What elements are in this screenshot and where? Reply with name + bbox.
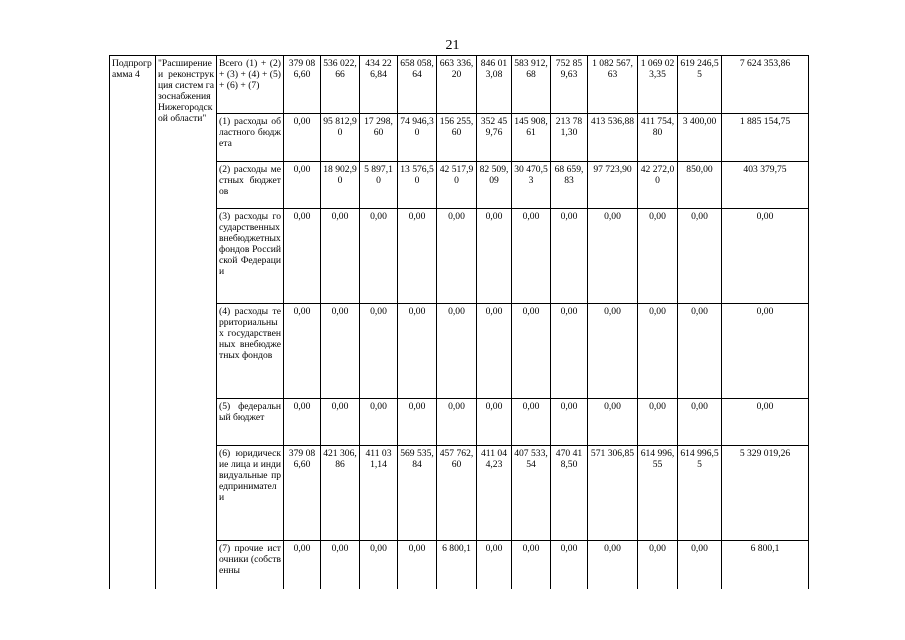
year-value-cell: 0,00 [321, 399, 360, 446]
year-value-cell: 5 897,10 [360, 162, 398, 209]
year-value-cell: 0,00 [477, 209, 512, 304]
year-value-cell: 68 659,83 [551, 162, 588, 209]
year-value-cell: 0,00 [678, 399, 722, 446]
year-value-cell: 42 517,90 [437, 162, 477, 209]
funding-source-label: (5) федеральный бюджет [217, 399, 284, 446]
year-value-cell: 95 812,90 [321, 114, 360, 162]
year-value-cell: 413 536,88 [588, 114, 638, 162]
year-value-cell: 0,00 [477, 541, 512, 589]
year-value-cell: 0,00 [551, 541, 588, 589]
year-value-cell: 434 226,84 [360, 56, 398, 114]
year-value-cell: 411 031,14 [360, 446, 398, 541]
year-value-cell: 0,00 [512, 209, 551, 304]
year-value-cell: 30 470,53 [512, 162, 551, 209]
year-value-cell: 379 086,60 [284, 446, 321, 541]
subprogram-cell: Подпрограмма 4 [110, 56, 156, 589]
year-value-cell: 0,00 [321, 541, 360, 589]
year-value-cell: 0,00 [638, 541, 678, 589]
year-value-cell: 0,00 [477, 399, 512, 446]
year-value-cell: 571 306,85 [588, 446, 638, 541]
year-value-cell: 846 013,08 [477, 56, 512, 114]
year-value-cell: 0,00 [551, 399, 588, 446]
year-value-cell: 0,00 [588, 541, 638, 589]
year-value-cell: 407 533,54 [512, 446, 551, 541]
funding-source-label: (4) расходы территориальных государственных внебюджетных фондов [217, 304, 284, 399]
year-value-cell: 421 306,86 [321, 446, 360, 541]
page-number: 21 [445, 38, 460, 53]
funding-source-label: (3) расходы государственных внебюджетных фондов Российской Федерации [217, 209, 284, 304]
year-value-cell: 0,00 [398, 304, 437, 399]
year-value-cell: 145 908,61 [512, 114, 551, 162]
year-value-cell: 0,00 [588, 399, 638, 446]
year-value-cell: 3 400,00 [678, 114, 722, 162]
year-value-cell: 457 762,60 [437, 446, 477, 541]
funding-source-label: (2) расходы местных бюджетов [217, 162, 284, 209]
table-row [110, 56, 809, 114]
year-value-cell: 0,00 [678, 209, 722, 304]
year-value-cell: 0,00 [512, 304, 551, 399]
year-value-cell: 352 459,76 [477, 114, 512, 162]
year-value-cell: 97 723,90 [588, 162, 638, 209]
year-value-cell: 0,00 [360, 399, 398, 446]
year-value-cell: 0,00 [284, 162, 321, 209]
year-value-cell: 663 336,20 [437, 56, 477, 114]
year-value-cell: 0,00 [284, 304, 321, 399]
year-value-cell: 379 086,60 [284, 56, 321, 114]
total-value-cell: 0,00 [722, 209, 809, 304]
year-value-cell: 0,00 [321, 209, 360, 304]
year-value-cell: 411 044,23 [477, 446, 512, 541]
year-value-cell: 658 058,64 [398, 56, 437, 114]
year-value-cell: 0,00 [512, 399, 551, 446]
year-value-cell: 0,00 [477, 304, 512, 399]
year-value-cell: 0,00 [678, 304, 722, 399]
year-value-cell: 213 781,30 [551, 114, 588, 162]
year-value-cell: 13 576,50 [398, 162, 437, 209]
year-value-cell: 1 069 023,35 [638, 56, 678, 114]
year-value-cell: 0,00 [360, 304, 398, 399]
year-value-cell: 614 996,55 [638, 446, 678, 541]
year-value-cell: 42 272,00 [638, 162, 678, 209]
program-name-cell: "Расширение и реконструкция систем газоснабжения Нижегородской области" [156, 56, 217, 589]
year-value-cell: 0,00 [437, 399, 477, 446]
year-value-cell: 0,00 [398, 209, 437, 304]
year-value-cell: 82 509,09 [477, 162, 512, 209]
budget-table [109, 55, 809, 589]
year-value-cell: 470 418,50 [551, 446, 588, 541]
year-value-cell: 0,00 [551, 304, 588, 399]
year-value-cell: 0,00 [678, 541, 722, 589]
year-value-cell: 17 298,60 [360, 114, 398, 162]
year-value-cell: 0,00 [588, 304, 638, 399]
total-value-cell: 0,00 [722, 304, 809, 399]
total-value-cell: 5 329 019,26 [722, 446, 809, 541]
total-value-cell: 0,00 [722, 399, 809, 446]
total-value-cell: 7 624 353,86 [722, 56, 809, 114]
funding-source-label: (1) расходы областного бюджета [217, 114, 284, 162]
year-value-cell: 74 946,30 [398, 114, 437, 162]
year-value-cell: 0,00 [284, 399, 321, 446]
year-value-cell: 18 902,90 [321, 162, 360, 209]
year-value-cell: 0,00 [284, 541, 321, 589]
year-value-cell: 614 996,55 [678, 446, 722, 541]
year-value-cell: 6 800,1 [437, 541, 477, 589]
year-value-cell: 0,00 [437, 304, 477, 399]
year-value-cell: 0,00 [638, 399, 678, 446]
year-value-cell: 0,00 [360, 541, 398, 589]
year-value-cell: 752 859,63 [551, 56, 588, 114]
year-value-cell: 1 082 567,63 [588, 56, 638, 114]
year-value-cell: 536 022,66 [321, 56, 360, 114]
year-value-cell: 0,00 [588, 209, 638, 304]
budget-table-body [110, 56, 809, 589]
year-value-cell: 0,00 [551, 209, 588, 304]
year-value-cell: 0,00 [284, 114, 321, 162]
funding-source-label: Всего (1) + (2) + (3) + (4) + (5) + (6) + (7) [217, 56, 284, 114]
year-value-cell: 0,00 [321, 304, 360, 399]
total-value-cell: 6 800,1 [722, 541, 809, 589]
total-value-cell: 403 379,75 [722, 162, 809, 209]
year-value-cell: 0,00 [360, 209, 398, 304]
year-value-cell: 0,00 [437, 209, 477, 304]
year-value-cell: 850,00 [678, 162, 722, 209]
year-value-cell: 0,00 [512, 541, 551, 589]
total-value-cell: 1 885 154,75 [722, 114, 809, 162]
year-value-cell: 619 246,55 [678, 56, 722, 114]
funding-source-label: (7) прочие источники (собственны [217, 541, 284, 589]
year-value-cell: 411 754,80 [638, 114, 678, 162]
year-value-cell: 156 255,60 [437, 114, 477, 162]
year-value-cell: 0,00 [638, 304, 678, 399]
year-value-cell: 0,00 [638, 209, 678, 304]
year-value-cell: 0,00 [284, 209, 321, 304]
year-value-cell: 569 535,84 [398, 446, 437, 541]
year-value-cell: 0,00 [398, 399, 437, 446]
funding-source-label: (6) юридические лица и индивидуальные предприниматели [217, 446, 284, 541]
year-value-cell: 0,00 [398, 541, 437, 589]
year-value-cell: 583 912,68 [512, 56, 551, 114]
